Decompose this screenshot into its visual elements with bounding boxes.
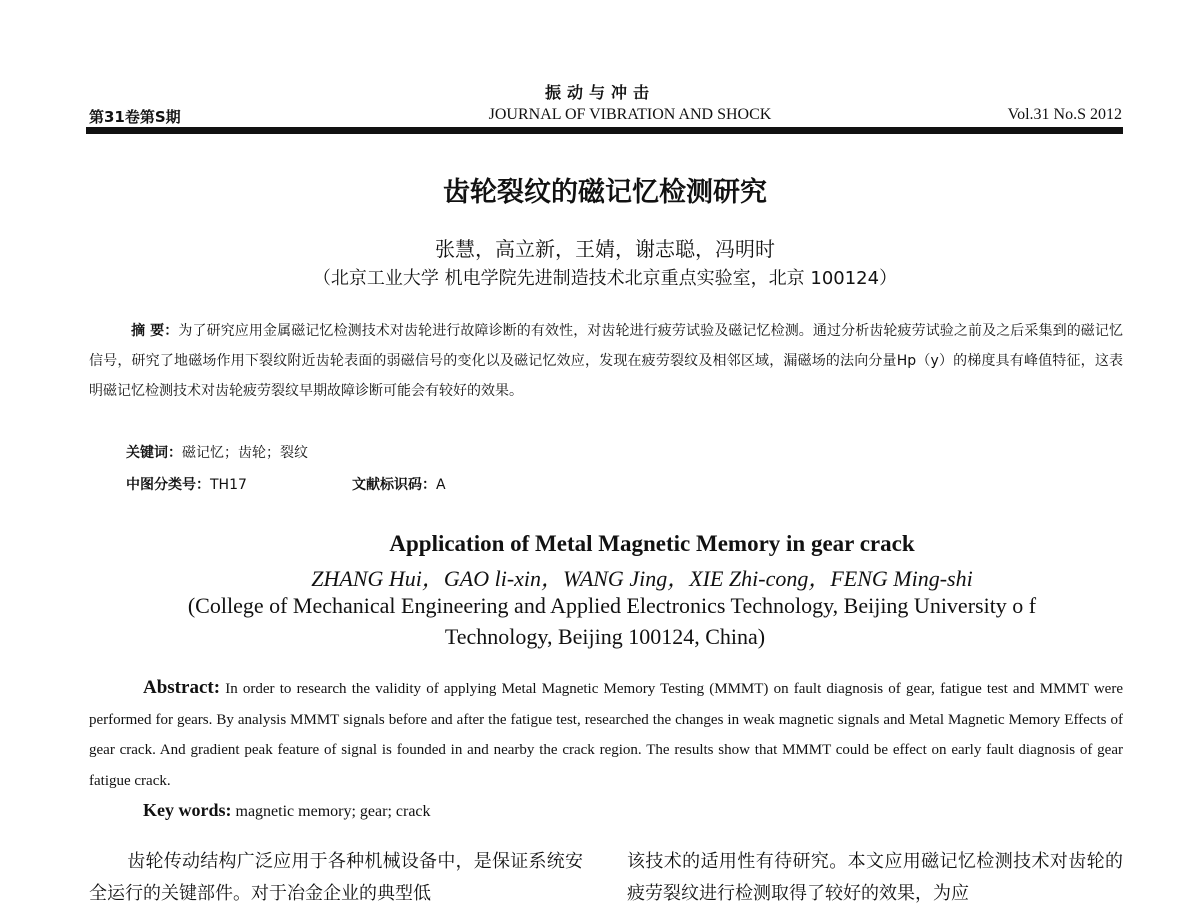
abstract-label-cn: 摘 要： <box>131 323 179 339</box>
document-code-value: A <box>436 477 446 493</box>
classification-number <box>126 474 247 494</box>
body-column-left <box>89 846 583 910</box>
classification-label: 中图分类号： <box>126 477 210 493</box>
document-code-label: 文献标识码： <box>352 477 436 493</box>
paper-title-en: Application of Metal Magnetic Memory in gear crack <box>389 531 915 556</box>
affiliation-en-line1: (College of Mechanical Engineering and Applied Electronics Technology, Beijing University o f <box>187 593 1037 618</box>
issue-label-cn: 第31卷第S期 <box>89 108 181 126</box>
keywords-label-cn: 关键词： <box>126 445 182 461</box>
authors-cn: 张慧，高立新，王婧，谢志聪，冯明时 <box>435 237 775 261</box>
volume-label-en: Vol.31 No.S 2012 <box>1007 106 1122 123</box>
body-column-right <box>627 846 1123 910</box>
journal-name-en: JOURNAL OF VIBRATION AND SHOCK <box>488 106 772 123</box>
authors-en: ZHANG Hui，GAO li-xin，WANG Jing，XIE Zhi-cong，FENG Ming-shi <box>311 566 973 591</box>
abstract-en <box>89 673 1123 796</box>
classification-value: TH17 <box>210 477 247 493</box>
keywords-text-en: magnetic memory; gear; crack <box>235 803 431 820</box>
affiliation-cn: （北京工业大学 机电学院先进制造技术北京重点实验室，北京 100124） <box>312 268 898 289</box>
body-text-right: 该技术的适用性有待研究。本文应用磁记忆检测技术对齿轮的疲劳裂纹进行检测取得了较好的效果，为应 <box>627 851 1123 904</box>
abstract-cn <box>89 316 1123 406</box>
affiliation-en-line2: Technology, Beijing 100124, China) <box>444 624 766 649</box>
keywords-cn <box>126 442 308 462</box>
journal-name-cn: 振动与冲击 <box>544 83 655 102</box>
keywords-en <box>143 800 431 821</box>
abstract-label-en: Abstract: <box>143 677 221 698</box>
keywords-label-en: Key words: <box>143 800 232 820</box>
body-text-left: 齿轮传动结构广泛应用于各种机械设备中，是保证系统安全运行的关键部件。对于冶金企业的典型低 <box>89 851 583 904</box>
abstract-text-en: In order to research the validity of applying Metal Magnetic Memory Testing (MMMT) on fault diagnosis of gear, fatigue test and MMMT were performed for gears. By analysis MMMT signals before and after the fatigue test, researched the changes in weak magnetic signals and Metal Magnetic Memory Effects of gear crack. And gradient peak feature of signal is founded in and nearby the crack region. The results show that MMMT could be effect on early fault diagnosis of gear fatigue crack. <box>89 681 1123 789</box>
abstract-text-cn: 为了研究应用金属磁记忆检测技术对齿轮进行故障诊断的有效性，对齿轮进行疲劳试验及磁记忆检测。通过分析齿轮疲劳试验之前及之后采集到的磁记忆信号，研究了地磁场作用下裂纹附近齿轮表面的弱磁信号的变化以及磁记忆效应，发现在疲劳裂纹及相邻区域，漏磁场的法向分量Hp（y）的梯度具有峰值特征，这表明磁记忆检测技术对齿轮疲劳裂纹早期故障诊断可能会有较好的效果。 <box>89 323 1124 399</box>
header-rule <box>86 127 1123 134</box>
paper-title-cn: 齿轮裂纹的磁记忆检测研究 <box>443 177 767 208</box>
keywords-text-cn: 磁记忆；齿轮；裂纹 <box>182 445 308 461</box>
document-code <box>352 474 446 494</box>
